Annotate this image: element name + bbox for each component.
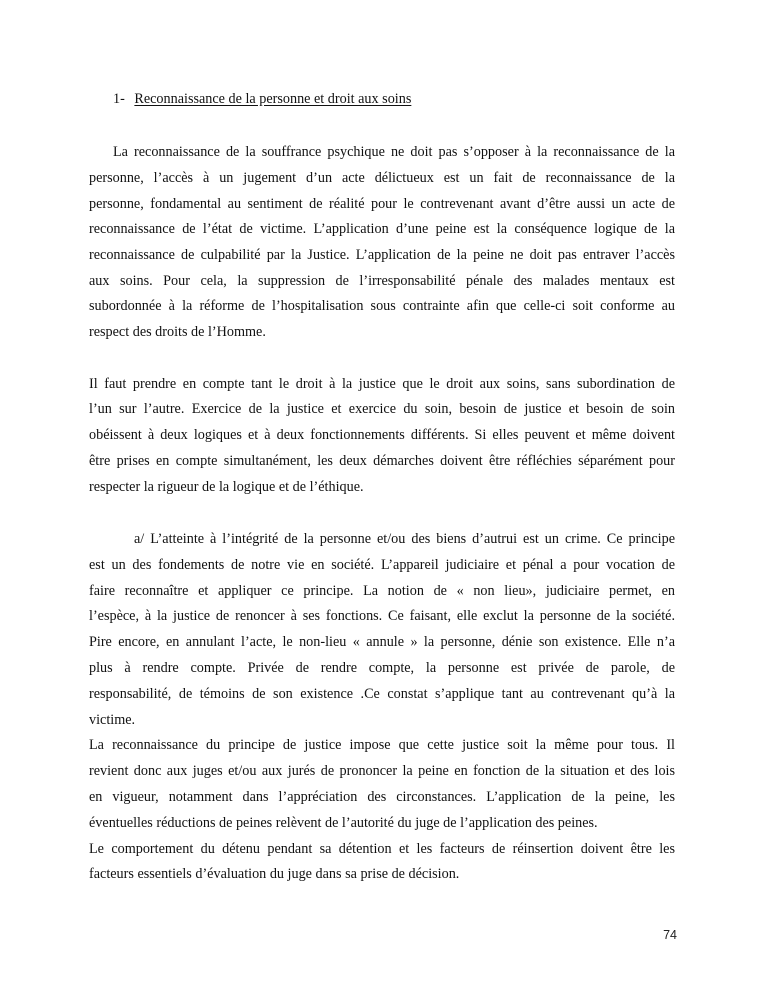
paragraph-3-line: responsabilité, de témoins de son existence .Ce constat s’applique tant au contrevenant qu’à la [89,686,675,702]
paragraph-2-line: respecter la rigueur de la logique et de l’éthique. [89,479,364,495]
paragraph-3-line: a/ L’atteinte à l’intégrité de la personne et/ou des biens d’autrui est un crime. Ce principe [134,531,675,547]
paragraph-1-line: personne, fondamental au sentiment de réalité pour le contrevenant avant d’être aussi un acte de [89,196,675,212]
paragraph-4-line: La reconnaissance du principe de justice impose que cette justice soit la même pour tous. Il [89,737,675,753]
paragraph-3-line: l’espèce, à la justice de renoncer à ses fonctions. Ce faisant, elle exclut la personne de la société. [89,608,675,624]
paragraph-1-line: aux soins. Pour cela, la suppression de l’irresponsabilité pénale des malades mentaux est [89,273,675,289]
paragraph-1-line: reconnaissance de culpabilité par la Justice. L’application de la peine ne doit pas entraver l’accès [89,247,675,263]
paragraph-4-line: revient donc aux juges et/ou aux jurés de prononcer la peine en fonction de la situation et des lois [89,763,675,779]
section-heading [113,88,411,110]
paragraph-3-line: victime. [89,712,136,728]
paragraph-1-line: subordonnée à la réforme de l’hospitalisation sous contrainte afin que celle-ci soit conforme au [89,298,675,314]
paragraph-1-line: personne, l’accès à un jugement d’un acte délictueux est un fait de reconnaissance de la [89,170,675,186]
paragraph-3-line: Pire encore, en annulant l’acte, le non-lieu « annule » la personne, dénie son existence. Elle n’a [89,634,675,650]
section-number: 1- [113,91,125,107]
paragraph-3-line: faire reconnaître et appliquer ce principe. La notion de « non lieu», judiciaire permet, en [89,583,675,599]
paragraph-1-line: La reconnaissance de la souffrance psychique ne doit pas s’opposer à la reconnaissance de la [113,144,675,160]
paragraph-3-line: est un des fondements de notre vie en société. L’appareil judiciaire et pénal a pour vocation de [89,557,675,573]
paragraph-4-line: éventuelles réductions de peines relèvent de l’autorité du juge de l’application des peines. [89,815,598,831]
page-number: 74 [663,928,677,942]
paragraph-3-line: plus à rendre compte. Privée de rendre compte, la personne est privée de parole, de [89,660,675,676]
paragraph-2-line: obéissent à deux logiques et à deux fonctionnements différents. Si elles peuvent et même doivent [89,427,675,443]
section-title: Reconnaissance de la personne et droit aux soins [134,91,412,107]
paragraph-1-line: respect des droits de l’Homme. [89,324,266,340]
paragraph-2-line: être prises en compte simultanément, les deux démarches doivent être réfléchies séparément pour [89,453,675,469]
paragraph-1-line: reconnaissance de l’état de victime. L’application d’une peine est la conséquence logique de la [89,221,675,237]
paragraph-2-line: l’un sur l’autre. Exercice de la justice et exercice du soin, besoin de justice et besoin de soin [89,401,675,417]
paragraph-5-line: Le comportement du détenu pendant sa détention et les facteurs de réinsertion doivent être les [89,841,675,857]
paragraph-5-line: facteurs essentiels d’évaluation du juge dans sa prise de décision. [89,866,460,882]
paragraph-4-line: en vigueur, notamment dans l’appréciation des circonstances. L’application de la peine, les [89,789,675,805]
paragraph-2-line: Il faut prendre en compte tant le droit à la justice que le droit aux soins, sans subordination de [89,376,675,392]
